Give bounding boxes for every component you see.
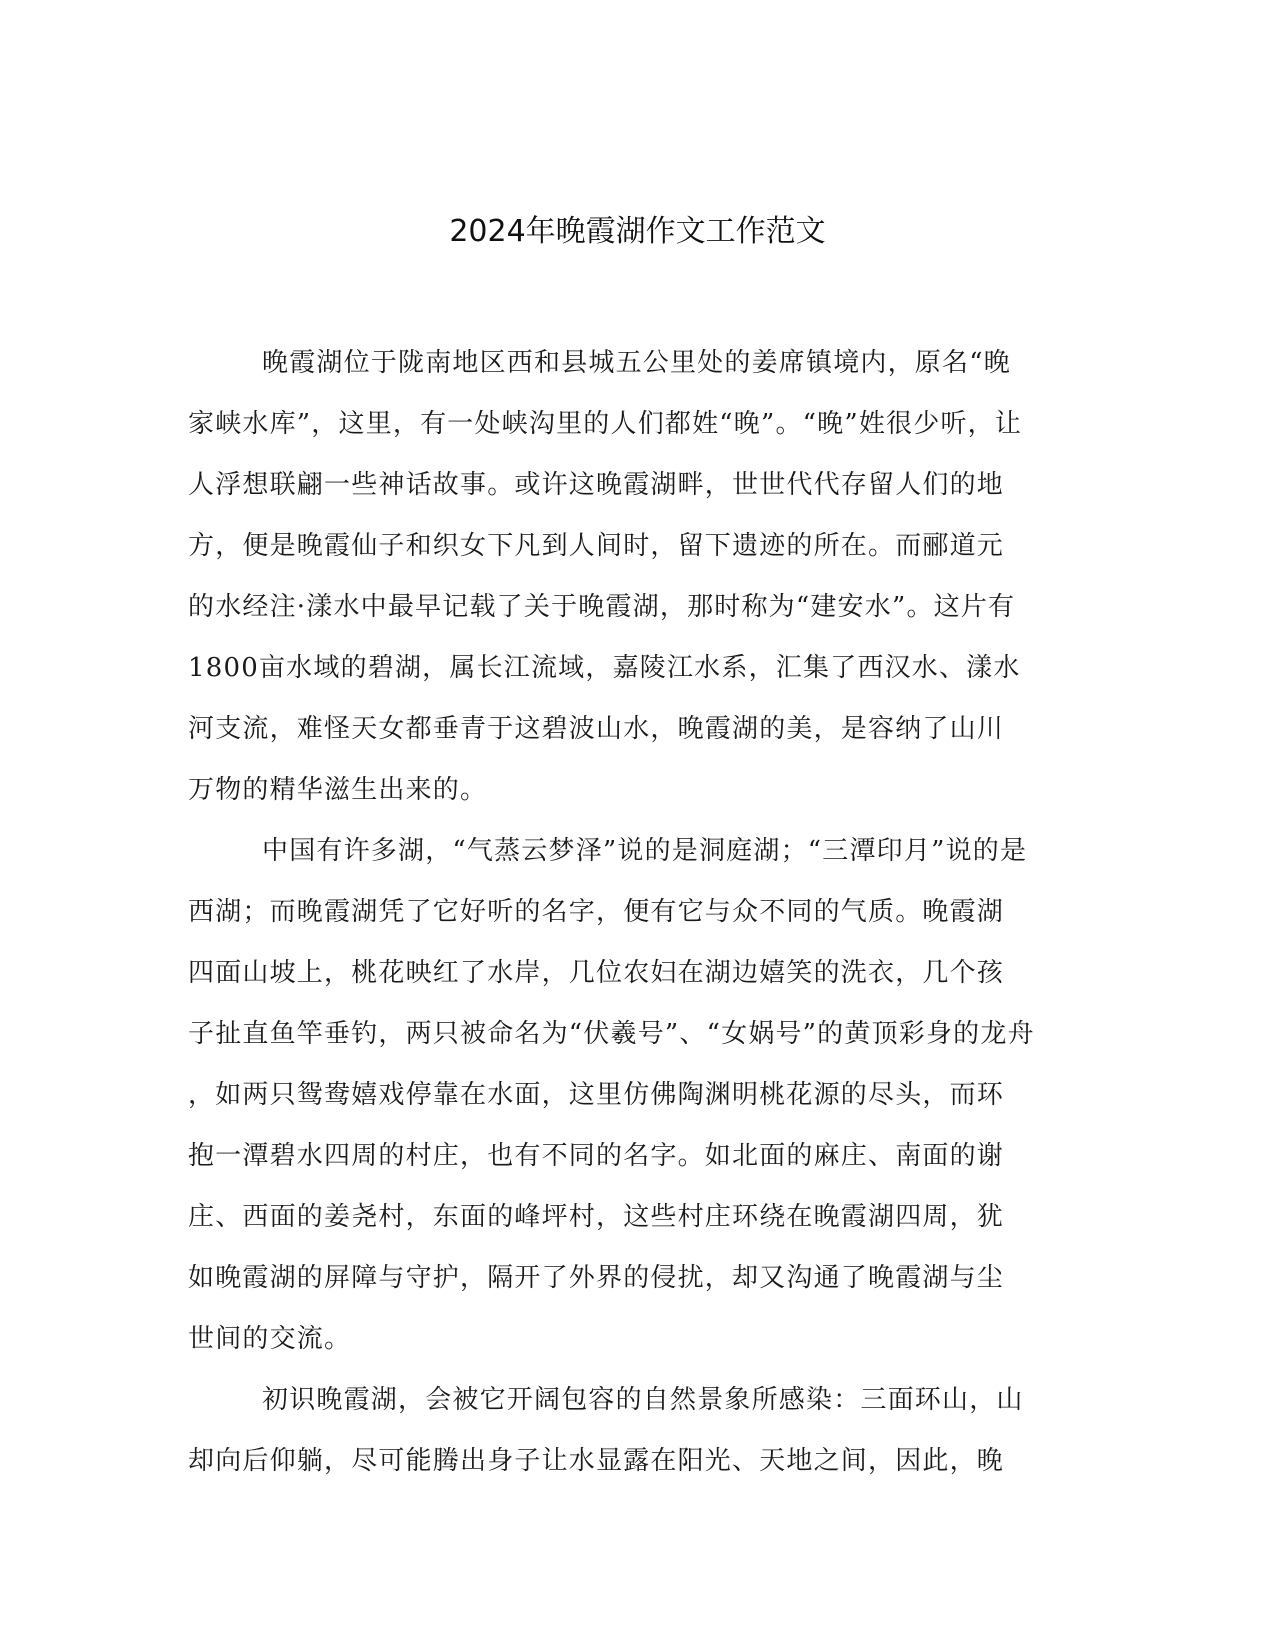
- paragraph-1-line-8: 万物的精华滋生出来的。: [188, 775, 488, 805]
- paragraph-1-line-6: 1800亩水域的碧湖，属长江流域，嘉陵江水系，汇集了西汉水、漾水: [188, 653, 1021, 683]
- paragraph-3-line-1: 初识晚霞湖，会被它开阔包容的自然景象所感染：三面环山，山: [262, 1385, 1024, 1415]
- document-body: [188, 333, 1068, 1492]
- paragraph-2-line-8: 如晚霞湖的屏障与守护，隔开了外界的侵扰，却又沟通了晚霞湖与尘: [188, 1263, 1005, 1293]
- paragraph-2-line-2: 西湖；而晚霞湖凭了它好听的名字，便有它与众不同的气质。晚霞湖: [188, 897, 1005, 927]
- paragraph-1-line-3: 人浮想联翩一些神话故事。或许这晚霞湖畔，世世代代存留人们的地: [188, 470, 1005, 500]
- paragraph-3-line-2: 却向后仰躺，尽可能腾出身子让水显露在阳光、天地之间，因此，晚: [188, 1446, 1005, 1476]
- paragraph-1-line-2: 家峡水库”，这里，有一处峡沟里的人们都姓“晚”。“晚”姓很少听，让: [188, 409, 1023, 439]
- paragraph-2-line-3: 四面山坡上，桃花映红了水岸，几位农妇在湖边嬉笑的洗衣，几个孩: [188, 958, 1005, 988]
- paragraph-1-line-4: 方，便是晚霞仙子和织女下凡到人间时，留下遗迹的所在。而郦道元: [188, 531, 1005, 561]
- paragraph-1-line-7: 河支流，难怪天女都垂青于这碧波山水，晚霞湖的美，是容纳了山川: [188, 714, 1005, 744]
- paragraph-1-line-5: 的水经注·漾水中最早记载了关于晚霞湖，那时称为“建安水”。这片有: [188, 592, 1016, 622]
- paragraph-2-line-4: 子扯直鱼竿垂钓，两只被命名为“伏羲号”、“女娲号”的黄顶彩身的龙舟: [188, 1019, 1035, 1049]
- paragraph-2-line-5: ，如两只鸳鸯嬉戏停靠在水面，这里仿佛陶渊明桃花源的尽头，而环: [188, 1080, 1005, 1110]
- paragraph-2-line-1: 中国有许多湖，“气蒸云梦泽”说的是洞庭湖；“三潭印月”说的是: [262, 836, 1028, 866]
- paragraph-2-line-6: 抱一潭碧水四周的村庄，也有不同的名字。如北面的麻庄、南面的谢: [188, 1141, 1005, 1171]
- paragraph-2-line-9: 世间的交流。: [188, 1324, 352, 1354]
- document-title: 2024年晚霞湖作文工作范文: [449, 214, 826, 249]
- paragraph-2-line-7: 庄、西面的姜尧村，东面的峰坪村，这些村庄环绕在晚霞湖四周，犹: [188, 1202, 1005, 1232]
- paragraph-1-line-1: 晚霞湖位于陇南地区西和县城五公里处的姜席镇境内，原名“晚: [262, 348, 1011, 378]
